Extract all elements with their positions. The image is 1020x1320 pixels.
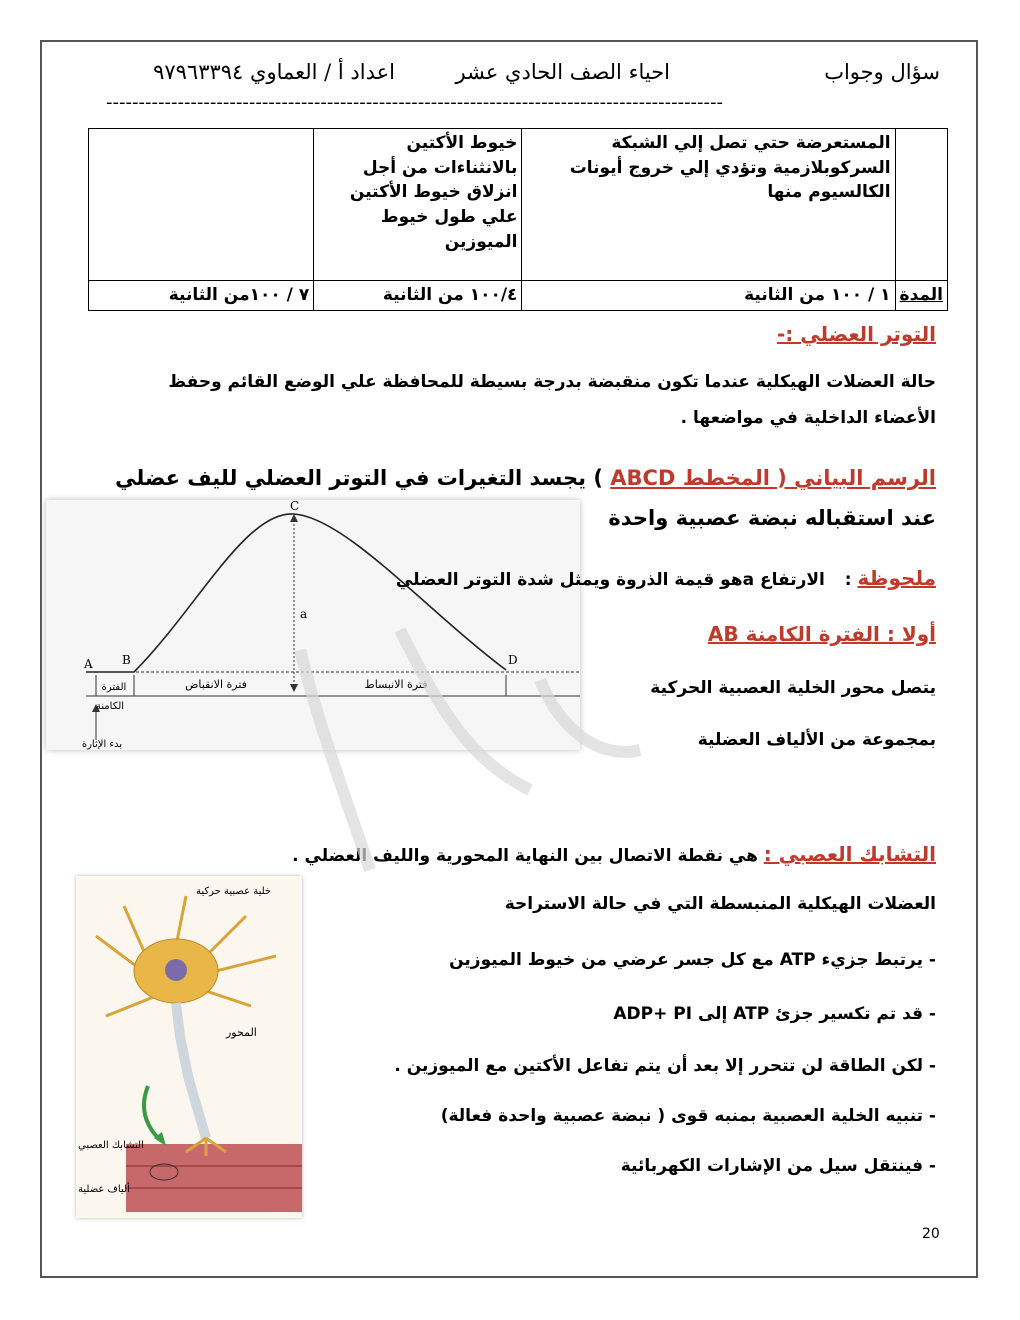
synapse-definition [292, 842, 936, 866]
tension-curve-svg [46, 500, 580, 750]
table-row [89, 281, 948, 311]
tension-curve [86, 514, 506, 672]
table-row [89, 129, 948, 281]
latent-heading: أولا : الفترة الكامنة AB [707, 622, 936, 646]
synapse-heading: التشابك العصبي : [763, 842, 936, 866]
label-D: D [508, 653, 518, 667]
list-item: - لكن الطاقة لن تتحرر إلا بعد أن يتم تفاعل الأكتين مع الميوزين . [394, 1056, 936, 1076]
comparison-table [88, 128, 948, 311]
header-left: سؤال وجواب [824, 60, 940, 84]
muscle-tension-graph [46, 500, 580, 750]
table-cell: خيوط الأكتين بالانثناءات من أجل انزلاق خيوط الأكتين علي طول خيوط الميوزين [314, 129, 522, 281]
label-A: A [84, 657, 93, 671]
header-center: احياء الصف الحادي عشر [455, 60, 670, 84]
list-item: - يرتبط جزيء ATP مع كل جسر عرضي من خيوط الميوزين [449, 950, 936, 970]
graph-intro [115, 466, 936, 490]
axon [176, 1003, 206, 1138]
header-right: اعداد أ / العماوي ٩٧٩٦٣٣٩٤ [153, 60, 395, 84]
table-cell: المستعرضة حتي تصل إلي الشبكة السركوبلازمية وتؤدي إلي خروج أيونات الكالسيوم منها [522, 129, 895, 281]
peak-arrow-up [290, 514, 298, 522]
table-cell [895, 129, 947, 281]
synapse-def: هي نقطة الاتصال بين النهاية المحورية والليف العضلي . [292, 846, 758, 866]
motor-neuron-figure [76, 876, 302, 1218]
list-item: - تنبيه الخلية العصبية بمنبه قوى ( نبضة عصبية واحدة فعالة) [440, 1106, 936, 1126]
table-cell: المدة [895, 281, 947, 311]
note-text: الارتفاع aهو قيمة الذروة ويمثل شدة التوتر العضلي [395, 570, 825, 590]
impulse-direction-arrow [144, 1086, 160, 1140]
list-item: العضلات الهيكلية المنبسطة التي في حالة الاستراحة [504, 894, 936, 914]
label-stimulus: بدء الإثارة [81, 739, 123, 750]
label-relaxation: فترة الانبساط [364, 678, 428, 691]
table-cell: ١ / ١٠٠ من الثانية [522, 281, 895, 311]
table-cell: ١٠٠/٤ من الثانية [314, 281, 522, 311]
nucleus [165, 959, 187, 981]
latent-line1: يتصل محور الخلية العصبية الحركية [650, 678, 936, 698]
label-C: C [290, 500, 300, 513]
neuron-svg [76, 876, 302, 1218]
label-latent: الفترة [101, 682, 127, 693]
tone-heading: التوتر العضلي :- [776, 322, 936, 346]
tone-definition-line1: حالة العضلات الهيكلية عندما تكون منقبضة بدرجة بسيطة للمحافظة علي الوضع القائم وحفظ [168, 372, 936, 392]
note-colon: : [844, 570, 852, 590]
tone-definition-line2: الأعضاء الداخلية في مواضعها . [680, 408, 936, 428]
neuron-label-synapse: التشابك العصبي [78, 1140, 144, 1151]
latent-line2: بمجموعة من الألياف العضلية [697, 730, 936, 750]
label-a: a [300, 607, 308, 621]
table-cell [89, 129, 314, 281]
page-header [100, 60, 940, 94]
label-contraction: فترة الانقباض [185, 678, 247, 691]
page-number: 20 [922, 1226, 940, 1242]
neuron-label-axon: المحور [226, 1026, 257, 1039]
graph-intro-black: ) يجسد التغيرات في التوتر العضلي لليف عضلي [115, 466, 603, 490]
list-item: - قد تم تكسير جزئ ATP إلى ADP+ PI [613, 1004, 936, 1024]
graph-intro-red: الرسم البياني ( المخطط ABCD [610, 466, 936, 490]
label-B: B [122, 653, 131, 667]
neuron-label-fibers: ألياف عضلية [78, 1184, 130, 1195]
neuron-label-cell: خلية عصبية حركية [196, 886, 272, 897]
graph-intro-line2: عند استقباله نبضة عصبية واحدة [608, 506, 936, 530]
header-separator: ----------------------------------------------------------------------------------------------- [106, 92, 724, 113]
table-cell: ٧ / ١٠٠من الثانية [89, 281, 314, 311]
label-latent2: الكامنة [95, 701, 125, 712]
muscle-fibers [126, 1144, 302, 1212]
note-line [396, 566, 936, 590]
peak-arrow-down [290, 684, 298, 692]
list-item: - فينتقل سيل من الإشارات الكهربائية [620, 1156, 936, 1176]
note-label: ملحوظة [857, 566, 936, 590]
